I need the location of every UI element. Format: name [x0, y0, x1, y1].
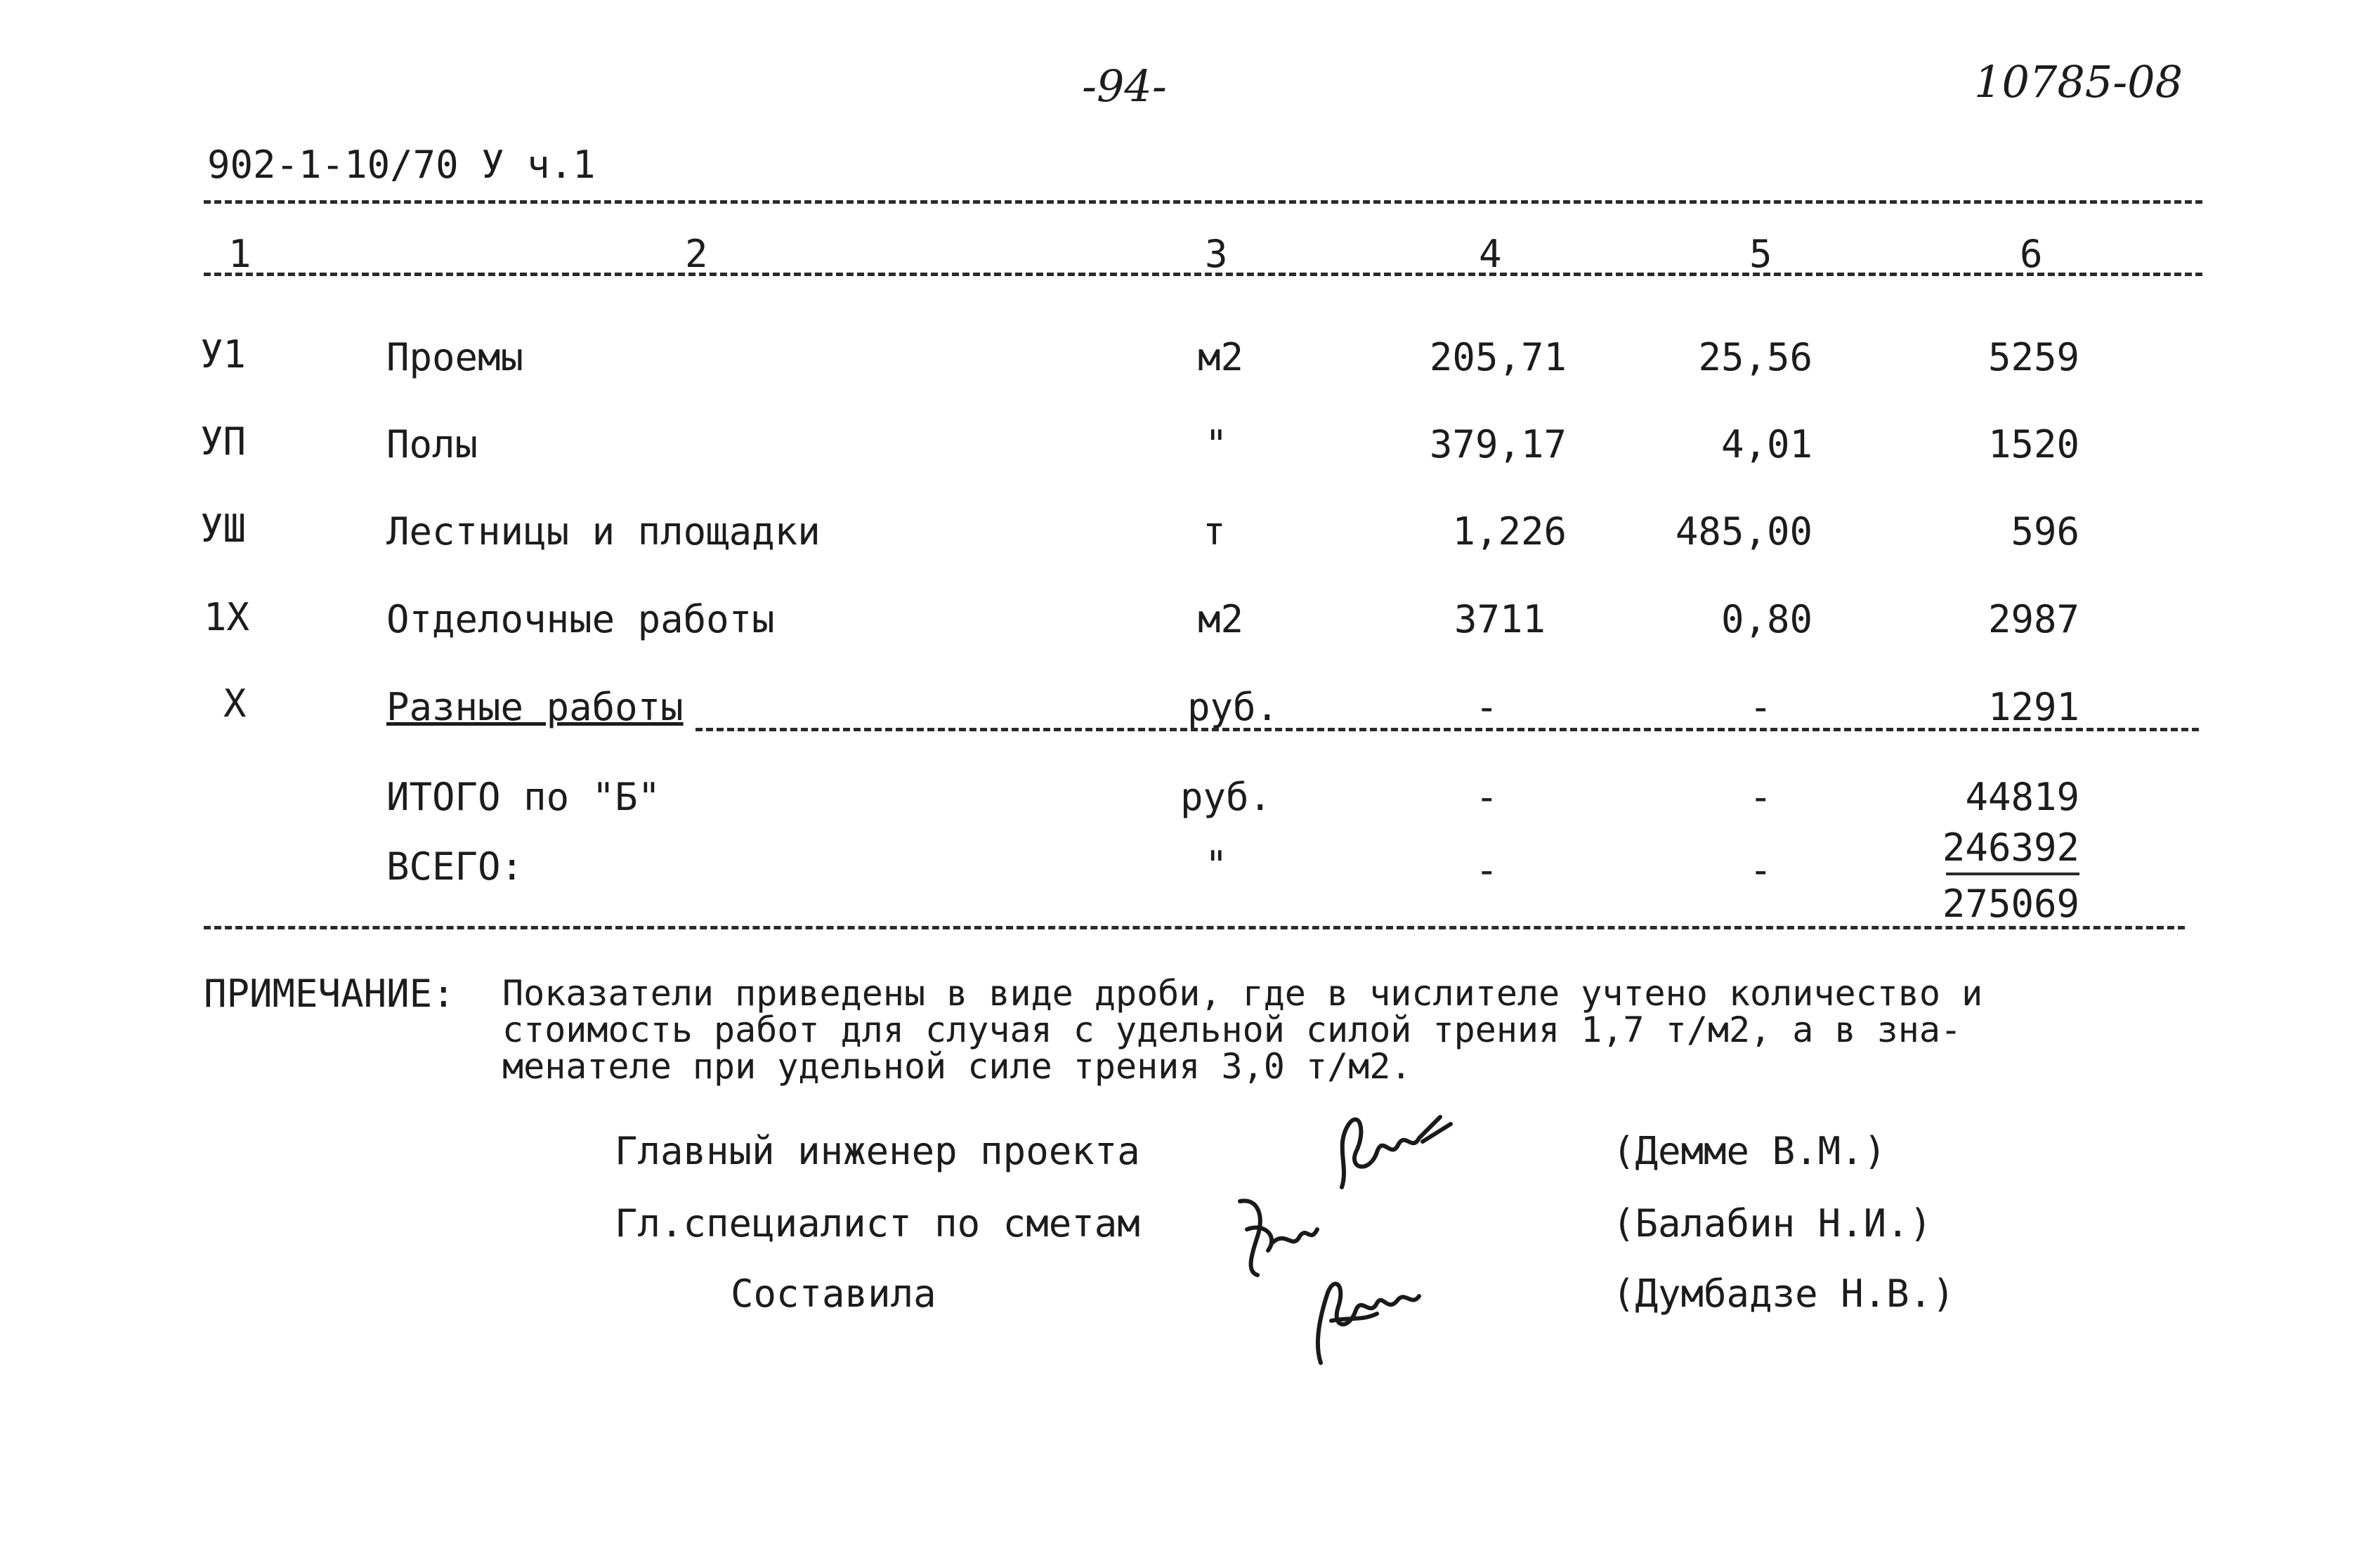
row-name: Разные работы — [386, 685, 684, 729]
row-qty: 1,226 — [1452, 509, 1567, 554]
row-unit: " — [1205, 422, 1228, 466]
signatory-role: Составила — [731, 1272, 936, 1316]
page-number: -94- — [1082, 60, 1167, 112]
column-header-6: 6 — [2020, 232, 2043, 276]
column-header-4: 4 — [1479, 232, 1502, 276]
note-line-3: менателе при удельной силе трения 3,0 т/м2. — [502, 1046, 1412, 1087]
row-price: 0,80 — [1720, 597, 1812, 641]
signature-chief-engineer — [1328, 1103, 1454, 1201]
row-total: 1520 — [1987, 422, 2079, 466]
subtotal-price: - — [1749, 775, 1772, 819]
column-header-3: 3 — [1205, 232, 1228, 276]
fraction-bar — [1946, 873, 2079, 875]
subtotal-total: 44819 — [1965, 775, 2079, 819]
subtotal-qty: - — [1475, 775, 1498, 819]
row-qty: - — [1475, 685, 1498, 729]
row-name: Отделочные работы — [386, 597, 775, 641]
signature-compiler — [1300, 1257, 1426, 1370]
row-price: 4,01 — [1720, 422, 1812, 466]
grand-total-numerator: 246392 — [1942, 825, 2079, 870]
row-name: Проемы — [386, 335, 524, 379]
row-code: УП — [200, 419, 247, 464]
row-qty: 205,71 — [1429, 335, 1567, 379]
signatory-name: (Демме В.М.) — [1612, 1129, 1887, 1173]
grand-total-denominator: 275069 — [1942, 882, 2079, 926]
note-label: ПРИМЕЧАНИЕ: — [204, 972, 455, 1016]
subtotal-unit: руб. — [1180, 775, 1272, 819]
row-name: Полы — [386, 422, 478, 466]
row-price: - — [1749, 685, 1772, 729]
row-total: 2987 — [1987, 597, 2079, 641]
row-code: 1Х — [204, 595, 250, 639]
grand-total-label: ВСЕГО: — [386, 844, 524, 889]
header-bottom-rule — [204, 273, 2202, 276]
row-total: 596 — [2011, 509, 2079, 554]
row-unit: м2 — [1198, 597, 1244, 641]
row-code: Х — [223, 681, 247, 726]
row-price: 485,00 — [1675, 509, 1812, 554]
row-unit: т — [1203, 509, 1226, 554]
archive-number: 10785-08 — [1974, 56, 2183, 107]
note-line-1: Показатели приведены в виде дроби, где в числителе учтено количество и — [502, 973, 1983, 1014]
row-qty: 379,17 — [1429, 422, 1567, 466]
column-header-1: 1 — [228, 232, 252, 276]
row-name: Лестницы и площадки — [386, 509, 821, 554]
grand-total-price: - — [1749, 848, 1772, 892]
row-total: 5259 — [1987, 335, 2079, 379]
note-line-2: стоимость работ для случая с удельной силой трения 1,7 т/м2, а в зна- — [502, 1010, 1962, 1050]
column-header-2: 2 — [685, 232, 708, 276]
document-code: 902-1-10/70 У ч.1 — [207, 143, 596, 187]
row-total: 1291 — [1987, 685, 2079, 729]
grand-total-qty: - — [1475, 848, 1498, 892]
signatory-role: Главный инженер проекта — [615, 1129, 1140, 1173]
signatory-name: (Балабин Н.И.) — [1612, 1201, 1933, 1246]
signatory-role: Гл.специалист по сметам — [615, 1201, 1140, 1246]
column-header-5: 5 — [1749, 232, 1772, 276]
table-bottom-rule — [204, 926, 2185, 929]
signatory-name: (Думбадзе Н.В.) — [1612, 1272, 1955, 1316]
table-top-rule — [204, 200, 2202, 204]
subtotal-label: ИТОГО по "Б" — [386, 775, 661, 819]
grand-total-unit: " — [1205, 843, 1228, 887]
row-qty: 3711 — [1454, 597, 1546, 641]
row-unit: руб. — [1187, 685, 1279, 729]
subtotal-rule — [695, 728, 2199, 731]
row-price: 25,56 — [1698, 335, 1812, 379]
row-code: УШ — [200, 507, 247, 551]
row-unit: м2 — [1198, 335, 1244, 379]
row-code: У1 — [200, 332, 247, 377]
